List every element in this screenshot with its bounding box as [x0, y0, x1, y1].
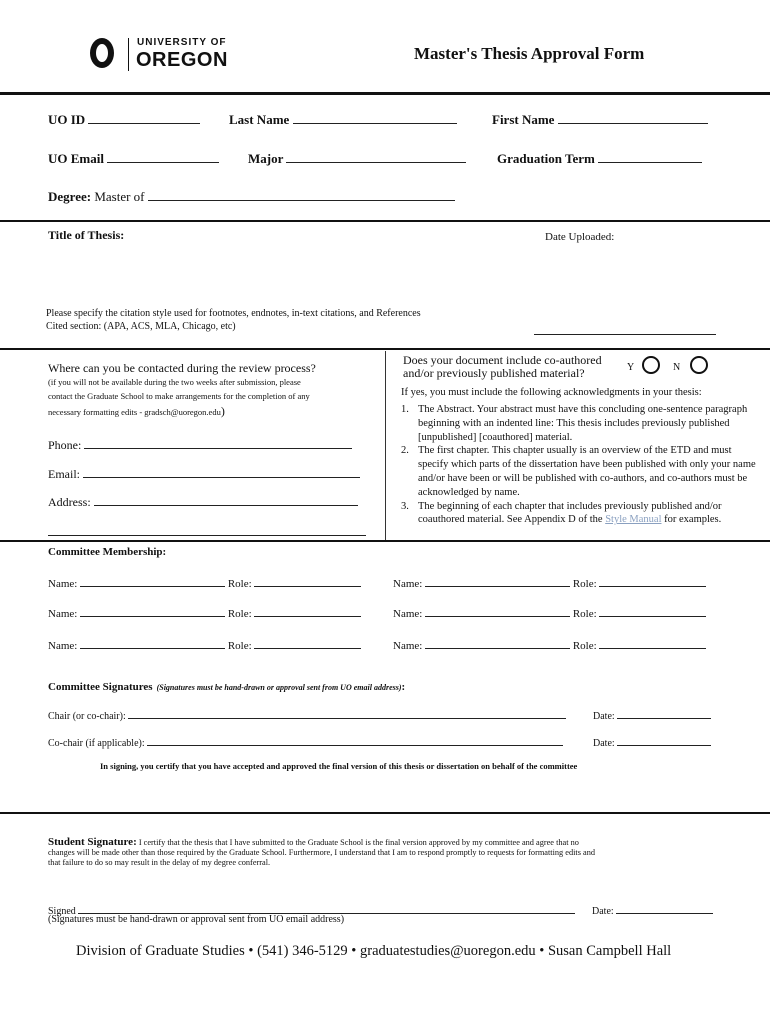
graduation-term-row — [497, 150, 702, 167]
first-name-label: First Name — [492, 112, 555, 127]
degree-field[interactable] — [148, 188, 455, 201]
phone-row — [48, 436, 352, 453]
item-number: 1. — [401, 404, 409, 415]
committee-row — [393, 604, 706, 620]
student-date-row — [592, 901, 713, 917]
citation-line-2: Cited section: (APA, ACS, MLA, Chicago, etc) — [46, 321, 236, 332]
signatures-heading-row — [48, 677, 405, 695]
section-rule-1 — [0, 220, 770, 222]
acknowledgment-list — [401, 403, 756, 527]
signed-label: Signed — [48, 906, 76, 917]
address-label: Address: — [48, 495, 91, 509]
citation-style-field[interactable] — [534, 322, 716, 335]
role-label: Role: — [227, 640, 252, 652]
name-field[interactable] — [80, 604, 225, 617]
acknowledgment-item — [401, 444, 756, 499]
phone-field[interactable] — [84, 436, 352, 449]
date-uploaded-label: Date Uploaded: — [545, 231, 615, 243]
item-number: 2. — [401, 445, 409, 457]
uo-email-row — [48, 150, 219, 167]
email-field[interactable] — [83, 465, 360, 478]
student-signature-text-2: changes will be made other than those required by the Graduate School. Furthermore, I understand that I am to respond promptly to requests for formatting edits and — [48, 848, 595, 857]
contact-note-3: necessary formatting edits - gradsch@uoregon.edu — [48, 407, 221, 417]
title-of-thesis-label: Title of Thesis: — [48, 228, 125, 242]
chair-date-row — [593, 706, 711, 722]
yes-radio[interactable] — [642, 356, 660, 374]
student-signature-note: (Signatures must be hand-drawn or approval sent from UO email address) — [48, 914, 345, 925]
cochair-row — [48, 733, 563, 749]
chair-date-field[interactable] — [617, 706, 711, 719]
committee-row — [48, 574, 361, 590]
cochair-date-row — [593, 733, 711, 749]
name-label: Name: — [48, 578, 78, 590]
date-label: Date: — [592, 906, 614, 917]
first-name-field[interactable] — [558, 111, 708, 124]
role-label: Role: — [572, 608, 597, 620]
uo-email-field[interactable] — [107, 150, 219, 163]
role-label: Role: — [227, 578, 252, 590]
logo-text-university: UNIVERSITY OF — [137, 37, 227, 48]
role-label: Role: — [227, 608, 252, 620]
yes-label: Y — [627, 362, 635, 373]
last-name-row — [229, 111, 457, 128]
uo-id-field[interactable] — [88, 111, 200, 124]
student-signature-block — [48, 837, 728, 868]
logo-divider — [128, 38, 129, 71]
name-field[interactable] — [80, 574, 225, 587]
contact-note-2: contact the Graduate School to make arrangements for the completion of any — [48, 391, 310, 401]
coauthored-question-line-1: Does your document include co-authored — [403, 353, 602, 367]
cochair-signature-field[interactable] — [147, 733, 563, 746]
address-row — [48, 493, 358, 510]
major-row — [248, 150, 466, 167]
uo-id-row — [48, 111, 200, 128]
committee-heading: Committee Membership: — [48, 546, 167, 558]
degree-label: Degree: — [48, 189, 92, 204]
role-label: Role: — [572, 640, 597, 652]
first-name-row — [492, 111, 708, 128]
contact-note-3-row — [48, 404, 225, 419]
no-radio[interactable] — [690, 356, 708, 374]
last-name-field[interactable] — [293, 111, 457, 124]
name-field[interactable] — [425, 574, 570, 587]
item-number: 3. — [401, 500, 409, 512]
contact-note-close-paren: ) — [220, 404, 225, 418]
role-field[interactable] — [254, 636, 361, 649]
role-field[interactable] — [599, 604, 706, 617]
item-text: The first chapter. This chapter usually is an overview of the ETD and must specify which parts of the dissertation have been published with only your name and/or have been or will be published with co-authors, and co-authors must be acknowledged by name. — [418, 445, 756, 498]
role-field[interactable] — [254, 604, 361, 617]
chair-row — [48, 706, 566, 722]
footer-contact: Division of Graduate Studies • (541) 346-5129 • graduatestudies@uoregon.edu • Susan Campbell Hall — [76, 943, 672, 959]
email-row — [48, 465, 360, 482]
acknowledgment-intro: If yes, you must include the following acknowledgments in your thesis: — [401, 387, 702, 398]
degree-prefix: Master of — [94, 189, 145, 204]
student-signature-heading: Student Signature: — [48, 836, 137, 848]
committee-row — [48, 604, 361, 620]
section-rule-3 — [0, 540, 770, 542]
contact-question: Where can you be contacted during the review process? — [48, 361, 316, 375]
graduation-term-field[interactable] — [598, 150, 702, 163]
student-signature-text-3: that failure to do so may result in the delay of my degree conferral. — [48, 858, 271, 867]
address-field-line-2[interactable] — [48, 523, 366, 536]
phone-label: Phone: — [48, 438, 82, 452]
address-field[interactable] — [94, 493, 358, 506]
role-label: Role: — [572, 578, 597, 590]
student-signature-field[interactable] — [78, 901, 575, 914]
date-label: Date: — [593, 738, 615, 749]
role-field[interactable] — [599, 574, 706, 587]
style-manual-link[interactable]: Style Manual — [605, 514, 662, 526]
name-label: Name: — [48, 608, 78, 620]
cochair-label: Co-chair (if applicable): — [48, 738, 145, 749]
chair-label: Chair (or co-chair): — [48, 711, 126, 722]
item-text — [418, 500, 756, 528]
coauthored-question-line-2: and/or previously published material? — [403, 366, 585, 380]
no-label: N — [673, 362, 681, 373]
acknowledgment-item — [401, 500, 756, 528]
contact-note-1: (if you will not be available during the two weeks after submission, please — [48, 377, 301, 387]
committee-row — [393, 636, 706, 652]
logo-text-oregon: OREGON — [136, 49, 228, 71]
signatures-heading-colon: : — [401, 681, 406, 693]
uo-id-label: UO ID — [48, 112, 86, 127]
name-label: Name: — [393, 578, 423, 590]
student-signature-text-1: I certify that the thesis that I have submitted to the Graduate School is the final version approved by my committee and agree that no — [138, 838, 579, 847]
item-3-text-end: for examples. — [664, 514, 722, 526]
item-3-text: The beginning of each chapter that includes previously published and/or coauthored material. See Appendix D of the — [418, 500, 722, 526]
name-label: Name: — [393, 608, 423, 620]
role-field[interactable] — [599, 636, 706, 649]
degree-row — [48, 188, 455, 205]
citation-line-1: Please specify the citation style used for footnotes, endnotes, in-text citations, and References — [46, 308, 421, 319]
signatures-heading-note: (Signatures must be hand-drawn or approval sent from UO email address) — [156, 683, 402, 692]
committee-row — [393, 574, 706, 590]
signatures-heading: Committee Signatures — [48, 681, 153, 693]
name-label: Name: — [48, 640, 78, 652]
chair-signature-field[interactable] — [128, 706, 566, 719]
cochair-date-field[interactable] — [617, 733, 711, 746]
last-name-label: Last Name — [229, 112, 290, 127]
column-divider — [385, 351, 386, 541]
item-text: The Abstract. Your abstract must have this concluding one-sentence paragraph beginning with an indented line: This thesis includes previously published [unpublished] [coauthored] material. — [418, 404, 748, 443]
date-label: Date: — [593, 711, 615, 722]
student-date-field[interactable] — [616, 901, 713, 914]
name-field[interactable] — [425, 604, 570, 617]
uo-email-label: UO Email — [48, 151, 104, 166]
title-of-thesis-field[interactable] — [48, 246, 508, 306]
certify-statement: In signing, you certify that you have accepted and approved the final version of this thesis or dissertation on behalf of the committee — [100, 761, 578, 771]
acknowledgment-item — [401, 403, 756, 444]
form-title: Master's Thesis Approval Form — [414, 44, 645, 63]
section-rule-2 — [0, 348, 770, 350]
header-rule — [0, 92, 770, 95]
major-field[interactable] — [286, 150, 466, 163]
name-field[interactable] — [80, 636, 225, 649]
name-label: Name: — [393, 640, 423, 652]
name-field[interactable] — [425, 636, 570, 649]
major-label: Major — [248, 151, 284, 166]
section-rule-4 — [0, 812, 770, 814]
logo-o-mark — [90, 38, 114, 68]
graduation-term-label: Graduation Term — [497, 151, 595, 166]
committee-row — [48, 636, 361, 652]
role-field[interactable] — [254, 574, 361, 587]
coauthored-question — [403, 354, 602, 380]
email-label: Email: — [48, 467, 80, 481]
